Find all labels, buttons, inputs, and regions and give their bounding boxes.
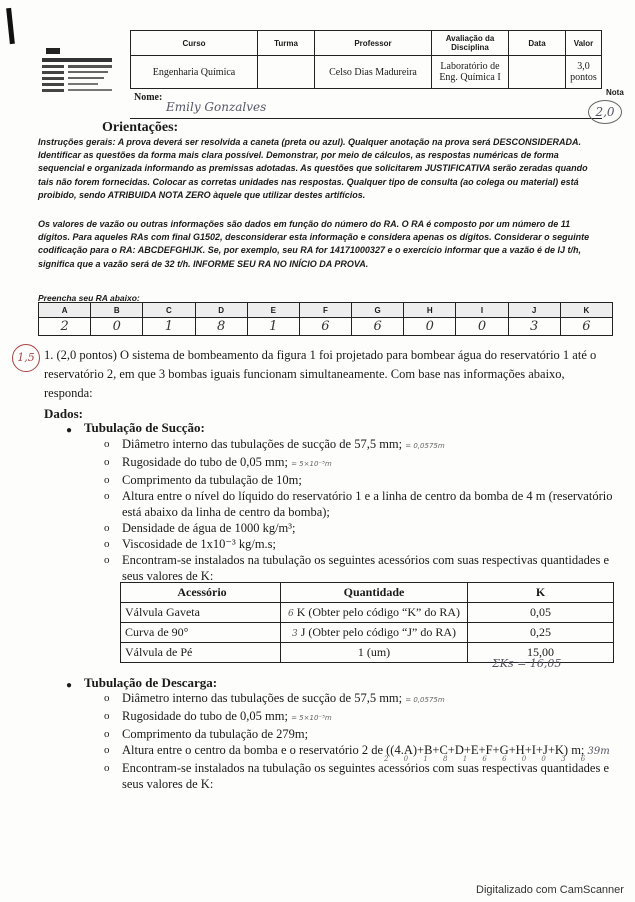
col-professor: Professor	[315, 31, 432, 56]
question-text: (2,0 pontos) O sistema de bombeamento da figura 1 foi projetado para bombear água do reservatório 1 até o reservatório 2, em que 3 bombas iguais funcionam simultaneamente. Com base nas informações abaixo, responda:	[44, 348, 597, 400]
list-item: o Densidade de água de 1000 kg/m³;	[104, 520, 624, 536]
list-item: o Comprimento da tubulação de 10m;	[104, 472, 624, 488]
bullet-icon: ●	[66, 425, 73, 436]
ra-digit: 0	[404, 318, 456, 336]
ra-letter: F	[299, 303, 351, 318]
succao-title: Tubulação de Sucção:	[84, 420, 205, 435]
ra-instructions-paragraph: Os valores de vazão ou outras informações são dados em função do número do RA. O RA é composto por um número de 11 dígitos. Para aqueles RAs com final G1502, desconsiderar esta informação e considera apenas os dígitos. Considerar o seguinte codificação para o RA: ABCDEFGHIJK. Se, por exemplo, seu RA for 14171000327 e o exercício informar que a vazão é de IJ t/h, significa que a vazão será de 32 t/h. INFORME SEU RA NO INÍCIO DA PROVA.	[38, 219, 590, 269]
overwritten-digits: 2 0 1 8 1 6 6 0 0 3 6	[384, 755, 592, 763]
scan-mark	[6, 8, 15, 44]
list-item: o Diâmetro interno das tubulações de sucção de 57,5 mm; = 0,0575m	[104, 436, 624, 454]
professor-value: Celso Dias Madureira	[315, 56, 432, 89]
ra-letter: I	[456, 303, 508, 318]
turma-value	[258, 56, 315, 89]
ra-digit: 6	[560, 318, 612, 336]
ra-letter: E	[247, 303, 299, 318]
list-item: o Rugosidade do tubo de 0,05 mm; = 5×10⁻⁵m	[104, 708, 624, 726]
k-table	[120, 582, 614, 663]
avaliacao-value: Laboratório de Eng. Química I	[432, 56, 509, 89]
ra-digit: 6	[352, 318, 404, 336]
header-table	[130, 30, 602, 89]
succao-list	[104, 436, 624, 584]
ra-table	[38, 302, 613, 336]
descarga-title: Tubulação de Descarga:	[84, 675, 218, 690]
list-item: o Encontram-se instalados na tubulação os seguintes acessórios com suas respectivas quantidades e seus valores de K:	[104, 552, 624, 584]
ra-label: Preencha seu RA abaixo:	[38, 293, 140, 303]
ra-digit: 6	[299, 318, 351, 336]
list-item: o Encontram-se instalados na tubulação os seguintes acessórios com suas respectivas quantidades e seus valores de K:	[104, 760, 624, 792]
col-avaliacao: Avaliação da Disciplina	[432, 31, 509, 56]
name-label: Nome:	[134, 92, 163, 103]
ra-digit: 8	[195, 318, 247, 336]
ra-letter: D	[195, 303, 247, 318]
list-item: o Comprimento da tubulação de 279m;	[104, 726, 624, 742]
list-item: o Altura entre o nível do líquido do reservatório 1 e a linha de centro da bomba de 4 m (reservatório está abaixo da linha de centro da bomba);	[104, 488, 624, 520]
ra-letter: H	[404, 303, 456, 318]
table-row-acessorio: Curva de 90°	[121, 623, 281, 643]
list-item: o Rugosidade do tubo de 0,05 mm; = 5×10⁻⁵m	[104, 454, 624, 472]
institution-logo	[42, 46, 122, 106]
ra-letter: G	[352, 303, 404, 318]
descarga-list	[104, 690, 624, 792]
k-header-quantidade: Quantidade	[281, 583, 468, 603]
k-header-acessorio: Acessório	[121, 583, 281, 603]
ra-digit: 1	[247, 318, 299, 336]
table-row-k: 0,05	[468, 603, 614, 623]
sum-k-note: ΣKs = 16,05	[492, 657, 562, 670]
ra-digit: 1	[143, 318, 195, 336]
curso-value: Engenharia Química	[131, 56, 258, 89]
col-turma: Turma	[258, 31, 315, 56]
student-name: Emily Gonzalves	[166, 100, 267, 114]
table-row-acessorio: Válvula de Pé	[121, 643, 281, 663]
ra-letter: J	[508, 303, 560, 318]
ra-letter: K	[560, 303, 612, 318]
question-number: 1.	[44, 348, 54, 362]
ra-digit: 0	[91, 318, 143, 336]
col-data: Data	[509, 31, 566, 56]
list-item: o Diâmetro interno das tubulações de sucção de 57,5 mm; = 0,0575m	[104, 690, 624, 708]
ra-digit: 3	[508, 318, 560, 336]
col-valor: Valor	[566, 31, 602, 56]
ra-letter: C	[143, 303, 195, 318]
k-header-k: K	[468, 583, 614, 603]
question-score: 1,5	[12, 344, 40, 372]
table-row-k: 15,00	[468, 643, 614, 663]
table-row-quantidade: 6 K (Obter pelo código “K” do RA)	[281, 603, 468, 623]
grade-value: 2,0	[588, 100, 622, 124]
nota-label: Nota	[606, 88, 624, 97]
orientacoes-title: Orientações:	[102, 120, 179, 135]
table-row-quantidade: 1 (um)	[281, 643, 468, 663]
col-curso: Curso	[131, 31, 258, 56]
question-1	[44, 346, 614, 403]
ra-letter: A	[39, 303, 91, 318]
instructions-paragraph: Instruções gerais: A prova deverá ser resolvida a caneta (preta ou azul). Qualquer anotação na prova será DESCONSIDERADA. Identificar as questões da forma mais clara possível. Demonstrar, por meio de cálculos, as respostas numéricas de forma sequencial e organizada informando as premissas adotadas. As questões que solicitarem JUSTIFICATIVA serão zeradas quando tais não forem fornecidas. Colocar as corretas unidades nas respostas. Qualquer tipo de consulta (ao colega ou material) está proibido, sendo ATRIBUIDA NOTA ZERO àquele que utilizar destes artifícios.	[38, 137, 588, 200]
valor-value: 3,0 pontos	[566, 56, 602, 89]
list-item: o Viscosidade de 1x10⁻³ kg/m.s;	[104, 536, 624, 552]
ra-digit: 0	[456, 318, 508, 336]
table-row-k: 0,25	[468, 623, 614, 643]
ra-letter: B	[91, 303, 143, 318]
list-item: o Altura entre o centro da bomba e o reservatório 2 de ((4.A)+B+C+D+E+F+G+H+I+J+K) m; 39m	[104, 742, 624, 760]
scanner-footer: Digitalizado com CamScanner	[476, 884, 624, 896]
table-row-acessorio: Válvula Gaveta	[121, 603, 281, 623]
dados-label: Dados:	[44, 406, 84, 421]
table-row-quantidade: 3 J (Obter pelo código “J” do RA)	[281, 623, 468, 643]
ra-digit: 2	[39, 318, 91, 336]
data-value	[509, 56, 566, 89]
bullet-icon: ●	[66, 680, 73, 691]
